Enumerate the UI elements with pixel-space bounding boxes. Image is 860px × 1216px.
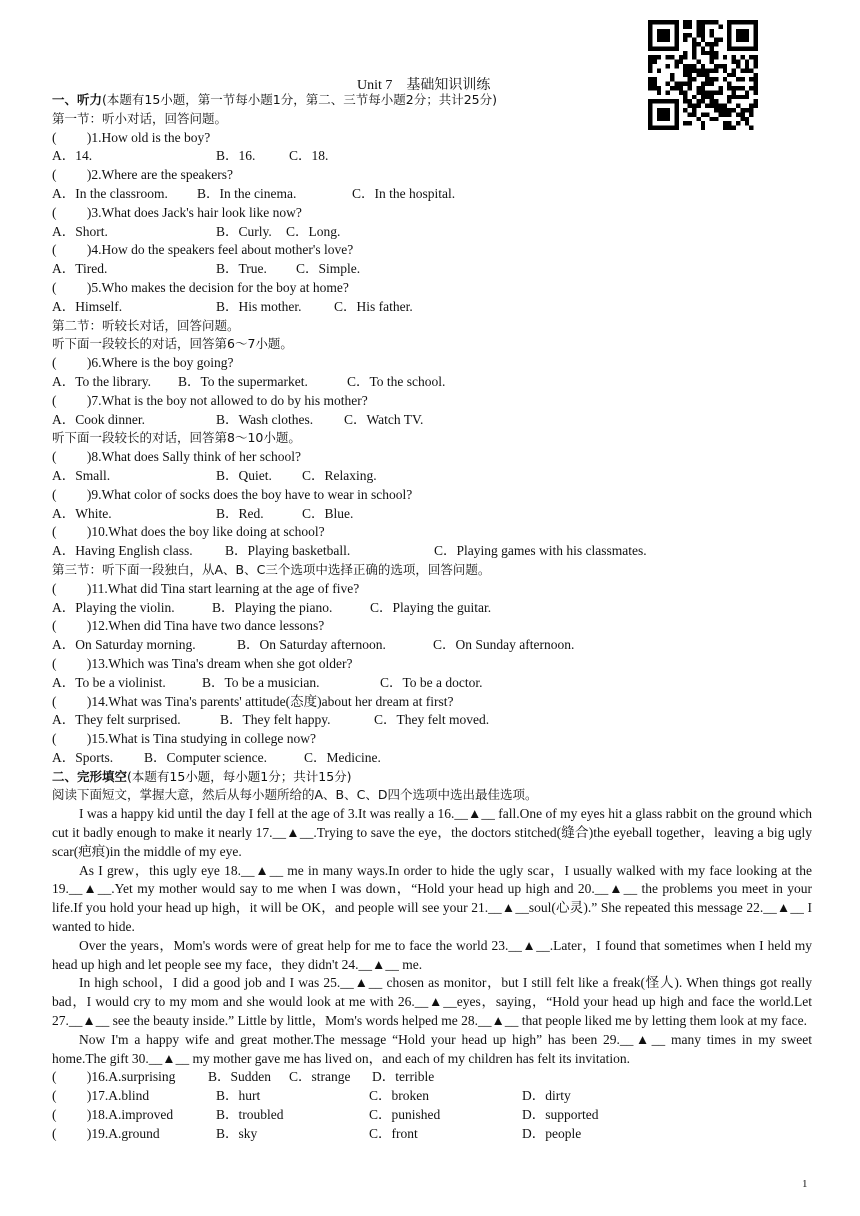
- cloze-stem: ( )19.A.ground: [52, 1125, 160, 1141]
- question-2-options: [52, 185, 812, 204]
- part-2-intro-b: 听下面一段较长的对话，回答第8～10小题。: [52, 430, 301, 446]
- option-c: C．front: [369, 1125, 418, 1141]
- section-1-title: 一、听力: [52, 92, 103, 107]
- option-c: C．Playing games with his classmates.: [434, 543, 647, 559]
- question-2: ( )2.Where are the speakers?: [52, 167, 234, 183]
- option-c: C．They felt moved.: [374, 712, 490, 728]
- option-a: A．They felt surprised.: [52, 712, 181, 728]
- option-c: C．To be a doctor.: [380, 674, 483, 690]
- option-b: B．16.: [216, 148, 256, 164]
- question-12-options: [52, 636, 812, 655]
- option-d: D．dirty: [522, 1088, 571, 1104]
- passage-paragraph-4: In high school，I did a good job and I was 25.__▲__ chosen as monitor，but I still felt like a freak(怪人). When things got really bad，I would cry to my mom and she would look at me with 26.__▲__eyes，saying，“Hold your head up high and face the world.Let 27.__▲__ see the beauty inside.” Little by little，Mom's words helped me 28.__▲__ that people liked me by letting them look at my face.: [52, 975, 812, 1029]
- worksheet-body: [52, 91, 812, 1144]
- option-b: B．troubled: [216, 1107, 284, 1123]
- cloze-stem: ( )17.A.blind: [52, 1088, 150, 1104]
- cloze-stem: ( )18.A.improved: [52, 1107, 174, 1123]
- option-c: C．Watch TV.: [344, 411, 424, 427]
- part-3-heading: 第三节：听下面一段独白，从A、B、C三个选项中选择正确的选项，回答问题。: [52, 561, 491, 577]
- question-9-options: [52, 505, 812, 524]
- option-c: C．Medicine.: [304, 749, 381, 765]
- option-a: A．14.: [52, 148, 93, 164]
- question-7-options: [52, 411, 812, 430]
- option-c: C．Playing the guitar.: [370, 599, 492, 615]
- section-2-instruction: 阅读下面短文，掌握大意，然后从每小题所给的A、B、C、D四个选项中选出最佳选项。: [52, 787, 538, 803]
- option-a: A．Having English class.: [52, 543, 193, 559]
- passage-paragraph-3: Over the years，Mom's words were of great help for me to face the world 23.__▲__.Later，I found that sometimes when I held my head up high and let people see my face，they didn't 24.__▲__ me.: [52, 937, 812, 972]
- question-10-options: [52, 542, 812, 561]
- cloze-question-18: [52, 1106, 812, 1125]
- section-1-note: (本题有15小题，第一节每小题1分，第二、三节每小题2分；共计25分): [102, 92, 497, 107]
- question-10: ( )10.What does the boy like doing at school?: [52, 524, 325, 540]
- cloze-question-19: [52, 1125, 812, 1144]
- option-d: D．supported: [522, 1107, 599, 1123]
- question-8: ( )8.What does Sally think of her school?: [52, 449, 301, 465]
- option-a: A．Small.: [52, 467, 111, 483]
- option-c: C．In the hospital.: [352, 185, 456, 201]
- option-c: C．His father.: [334, 298, 413, 314]
- question-1-options: [52, 147, 812, 166]
- option-a: A．Short.: [52, 223, 108, 239]
- option-a: A．Cook dinner.: [52, 411, 145, 427]
- page-title: Unit 7 基础知识训练: [357, 78, 491, 93]
- option-c: C．punished: [369, 1107, 441, 1123]
- section-2-note: (本题有15小题，每小题1分；共计15分): [127, 768, 352, 784]
- option-b: B．Computer science.: [144, 749, 267, 765]
- question-6-options: [52, 373, 812, 392]
- question-11: ( )11.What did Tina start learning at the age of five?: [52, 580, 360, 596]
- option-b: B．They felt happy.: [220, 712, 331, 728]
- option-c: C．Relaxing.: [302, 467, 377, 483]
- option-b: B．In the cinema.: [197, 185, 297, 201]
- option-b: B．Curly.: [216, 223, 272, 239]
- option-b: B．His mother.: [216, 298, 302, 314]
- passage-paragraph-2: As I grew，this ugly eye 18.__▲__ me in many ways.In order to hide the ugly scar，I usually walked with my face looking at the 19.__▲__.Yet my mother would say to me when I was down，“Hold your head up high and 20.__▲__ the problems you meet in your life.If you hold your head up high，it will be OK，and people will see your 21.__▲__soul(心灵).” She repeated this message 22.__▲__ I wanted to hide.: [52, 862, 812, 935]
- option-a: A．White.: [52, 505, 112, 521]
- question-3: ( )3.What does Jack's hair look like now?: [52, 204, 302, 220]
- question-14: ( )14.What was Tina's parents' attitude(态度)about her dream at first?: [52, 693, 454, 709]
- part-1-heading: 第一节：听小对话，回答问题。: [52, 110, 228, 126]
- option-b: B．To be a musician.: [202, 674, 320, 690]
- option-b: B．Wash clothes.: [216, 411, 314, 427]
- option-b: B．Playing the piano.: [212, 599, 333, 615]
- question-8-options: [52, 467, 812, 486]
- question-group-11-15: [52, 580, 812, 768]
- cloze-stem: ( )16.A.surprising: [52, 1069, 176, 1085]
- option-b: B．hurt: [216, 1088, 261, 1104]
- passage-paragraph-5: Now I'm a happy wife and great mother.The message “Hold your head up high” has been 29.__▲__ many times in my sweet home.The gift 30.__▲__ my mother gave me has lived on，and each of my children has felt its invitation.: [52, 1031, 812, 1066]
- question-1: ( )1.How old is the boy?: [52, 129, 211, 145]
- section-2-title: 二、完形填空: [52, 768, 128, 784]
- option-c: C．broken: [369, 1088, 429, 1104]
- option-c: C．On Sunday afternoon.: [433, 637, 575, 653]
- question-4: ( )4.How do the speakers feel about mother's love?: [52, 242, 354, 258]
- question-15-options: [52, 749, 812, 768]
- cloze-options: [52, 1068, 812, 1143]
- option-a: A．To the library.: [52, 373, 152, 389]
- part-2-heading: 第二节：听较长对话，回答问题。: [52, 317, 240, 333]
- question-13-options: [52, 674, 812, 693]
- option-b: B．Quiet.: [216, 467, 272, 483]
- question-6: ( )6.Where is the boy going?: [52, 355, 234, 371]
- question-12: ( )12.When did Tina have two dance lessons?: [52, 618, 325, 634]
- passage-paragraph-1: I was a happy kid until the day I fell at the age of 3.It was really a 16.__▲__ fall.One of my eyes hit a glass rabbit on the ground which cut it badly enough to make it nearly 17.__▲__.Trying to save the eye，the doctors stitched(缝合)the eyeball together，leaving a big ugly scar(疤痕)in the middle of my eye.: [52, 806, 812, 859]
- option-c: C．Simple.: [296, 261, 361, 277]
- option-b: B．True.: [216, 261, 267, 277]
- option-b: B．On Saturday afternoon.: [237, 637, 386, 653]
- option-a: A．To be a violinist.: [52, 674, 166, 690]
- question-5: ( )5.Who makes the decision for the boy at home?: [52, 279, 349, 295]
- option-b: B．Sudden: [208, 1069, 272, 1085]
- question-4-options: [52, 260, 812, 279]
- option-d: D．terrible: [372, 1069, 435, 1085]
- section-1-heading: [52, 91, 812, 110]
- option-b: B．Playing basketball.: [225, 543, 351, 559]
- question-5-options: [52, 298, 812, 317]
- option-c: C．To the school.: [347, 373, 446, 389]
- question-3-options: [52, 223, 812, 242]
- option-d: D．people: [522, 1125, 582, 1141]
- section-2-heading: [52, 768, 812, 787]
- option-b: B．Red.: [216, 505, 264, 521]
- question-group-1-5: [52, 129, 812, 317]
- question-9: ( )9.What color of socks does the boy have to wear in school?: [52, 486, 413, 502]
- option-a: A．Tired.: [52, 261, 108, 277]
- option-b: B．sky: [216, 1125, 258, 1141]
- part-2-intro-a: 听下面一段较长的对话，回答第6～7小题。: [52, 336, 293, 352]
- option-b: B．To the supermarket.: [178, 373, 308, 389]
- option-a: A．On Saturday morning.: [52, 637, 196, 653]
- option-c: C．Blue.: [302, 505, 354, 521]
- question-7: ( )7.What is the boy not allowed to do by his mother?: [52, 392, 368, 408]
- option-a: A．Playing the violin.: [52, 599, 175, 615]
- cloze-question-17: [52, 1087, 812, 1106]
- cloze-question-16: [52, 1068, 812, 1087]
- question-13: ( )13.Which was Tina's dream when she got older?: [52, 655, 353, 671]
- option-a: A．Himself.: [52, 298, 123, 314]
- option-a: A．Sports.: [52, 749, 114, 765]
- page-number: 1: [802, 1178, 808, 1190]
- option-c: C．18.: [289, 148, 329, 164]
- option-c: C．strange: [289, 1069, 351, 1085]
- option-a: A．In the classroom.: [52, 185, 168, 201]
- question-11-options: [52, 599, 812, 618]
- option-c: C．Long.: [286, 223, 341, 239]
- question-14-options: [52, 711, 812, 730]
- question-15: ( )15.What is Tina studying in college now?: [52, 731, 316, 747]
- question-group-6-7: [52, 354, 812, 429]
- question-group-8-10: [52, 448, 812, 561]
